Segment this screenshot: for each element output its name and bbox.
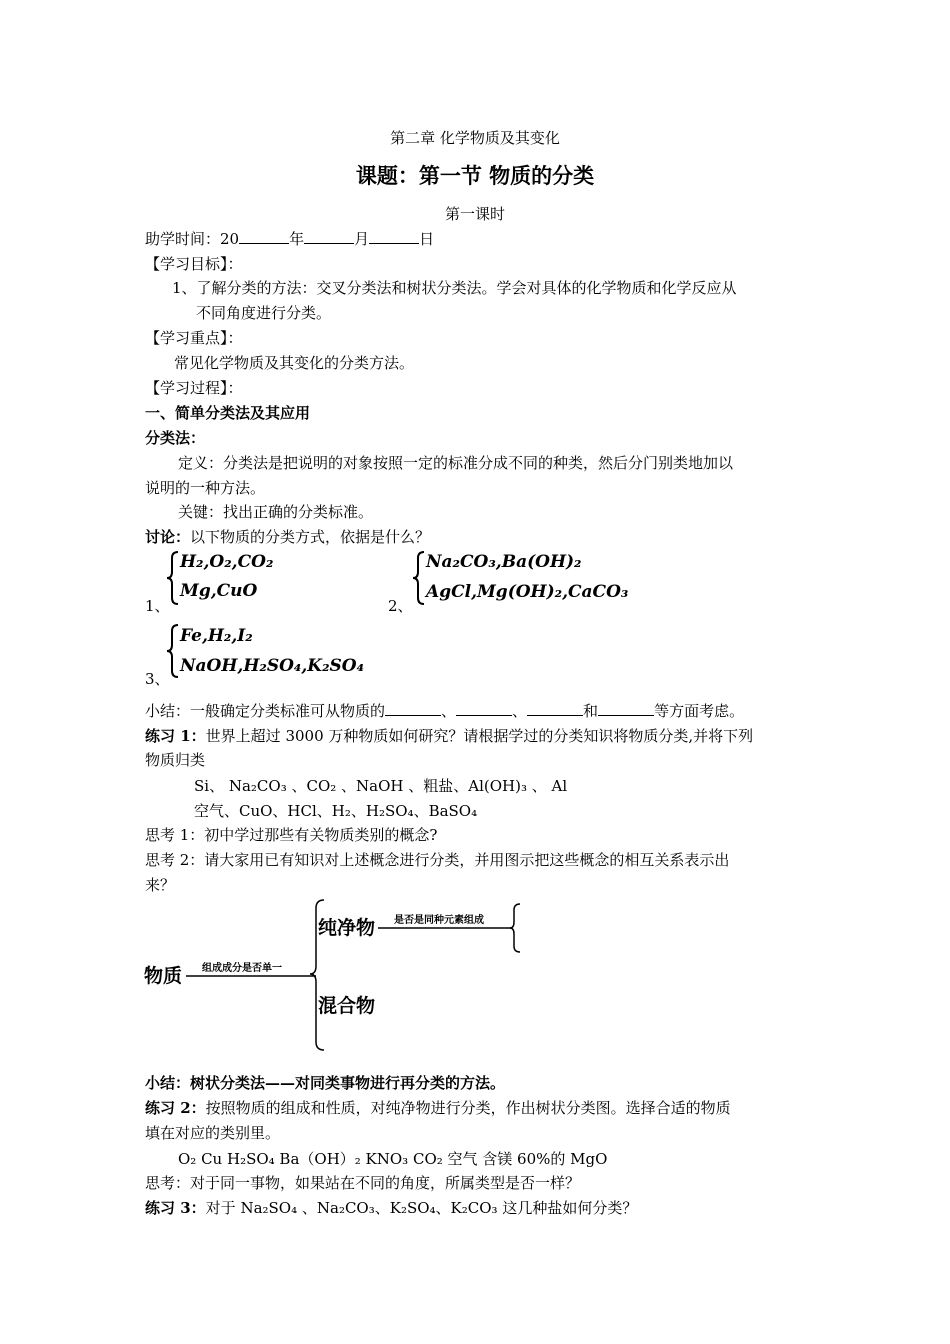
tree-edge-1-label: 组成成分是否单一 [202, 963, 282, 974]
summary-1-end: 等方面考虑。 [654, 702, 745, 720]
classification-tree-diagram [140, 890, 540, 1060]
classify-heading: 分类法： [145, 429, 206, 447]
exercise-1-line-2: 物质归类 [145, 751, 206, 769]
exercise-3-label: 练习 3： [145, 1199, 206, 1217]
group-1-brace-icon [166, 550, 180, 606]
definition-line-1: 定义：分类法是把说明的对象按照一定的标准分成不同的种类，然后分门别类地加以 [178, 454, 734, 472]
exercise-3-text: 对于 Na₂SO₄ 、Na₂CO₃、K₂SO₄、K₂CO₃ 这几种盐如何分类？ [205, 1199, 638, 1217]
year-blank[interactable] [239, 229, 289, 244]
and-word: 和 [583, 702, 599, 720]
exercise-3-line [145, 1198, 637, 1218]
summary-1 [145, 701, 744, 721]
answer-blank[interactable] [456, 701, 512, 716]
exercise-1-substances-2: 空气、CuO、HCl、H₂、H₂SO₄、BaSO₄ [194, 802, 478, 820]
group-3-number: 3、 [145, 670, 170, 688]
keypoint-text: 常见化学物质及其变化的分类方法。 [174, 354, 415, 372]
section-1-heading: 一、简单分类法及其应用 [145, 404, 311, 422]
exercise-1-line-1 [145, 726, 753, 746]
tree-pure: 纯净物 [318, 917, 376, 939]
tree-brace-2-icon [510, 904, 520, 952]
exercise-1-substances-1: Si、 Na₂CO₃ 、CO₂ 、NaOH 、粗盐、Al(OH)₃ 、 Al [194, 777, 568, 795]
exercise-1-label: 练习 1： [145, 727, 206, 745]
think-2-line-2: 来？ [145, 876, 176, 894]
key-point: 关键：找出正确的分类标准。 [178, 503, 374, 521]
study-time [145, 229, 434, 249]
summary-2: 小结：树状分类法——对同类事物进行再分类的方法。 [145, 1074, 506, 1092]
page-title: 课题：第一节 物质的分类 [355, 163, 595, 188]
group-2-top: Na₂CO₃,Ba(OH)₂ [426, 552, 582, 572]
exercise-2-line-1 [145, 1098, 731, 1118]
group-3-brace-icon [166, 623, 180, 679]
tree-root: 物质 [144, 965, 183, 987]
tree-mixture: 混合物 [318, 995, 376, 1017]
lesson-label: 第一课时 [444, 205, 505, 223]
goal-1-line-2: 不同角度进行分类。 [196, 304, 332, 322]
summary-1-text: 小结：一般确定分类标准可从物质的 [145, 702, 386, 720]
discuss-line [145, 527, 430, 547]
separator: 、 [441, 702, 457, 720]
answer-blank[interactable] [598, 701, 654, 716]
exercise-2-line-2: 填在对应的类别里。 [145, 1124, 281, 1142]
year-label: 年 [289, 230, 305, 248]
group-2-brace-icon [412, 550, 426, 606]
discuss-label: 讨论： [145, 528, 191, 546]
group-2-bottom: AgCl,Mg(OH)₂,CaCO₃ [426, 582, 629, 602]
month-blank[interactable] [304, 229, 354, 244]
answer-blank[interactable] [527, 701, 583, 716]
separator: 、 [512, 702, 528, 720]
group-3-top: Fe,H₂,I₂ [180, 626, 253, 646]
group-1-top: H₂,O₂,CO₂ [180, 552, 274, 572]
discuss-text: 以下物质的分类方式，依据是什么？ [190, 528, 431, 546]
definition-line-2: 说明的一种方法。 [145, 479, 266, 497]
month-label: 月 [354, 230, 370, 248]
study-time-prefix: 助学时间：20 [145, 230, 240, 248]
exercise-2-text: 按照物质的组成和性质，对纯净物进行分类，作出树状分类图。选择合适的物质 [205, 1099, 731, 1117]
process-heading: 【学习过程】： [145, 379, 243, 397]
day-blank[interactable] [369, 229, 419, 244]
goal-1-line-1: 1、了解分类的方法：交叉分类法和树状分类法。学会对具体的化学物质和化学反应从 [172, 279, 737, 297]
exercise-2-label: 练习 2： [145, 1099, 206, 1117]
think-3: 思考：对于同一事物，如果站在不同的角度，所属类型是否一样？ [145, 1174, 581, 1192]
answer-blank[interactable] [385, 701, 441, 716]
day-label: 日 [419, 230, 435, 248]
goals-heading: 【学习目标】： [145, 255, 243, 273]
group-1-number: 1、 [145, 597, 170, 615]
tree-edge-2-label: 是否是同种元素组成 [394, 915, 484, 926]
exercise-1-text: 世界上超过 3000 万种物质如何研究？请根据学过的分类知识将物质分类,并将下列 [205, 727, 754, 745]
think-1: 思考 1：初中学过那些有关物质类别的概念? [145, 826, 438, 844]
group-2-number: 2、 [388, 597, 413, 615]
exercise-2-substances: O₂ Cu H₂SO₄ Ba（OH）₂ KNO₃ CO₂ 空气 含镁 60%的 MgO [178, 1150, 608, 1168]
chapter-heading: 第二章 化学物质及其变化 [390, 129, 560, 147]
keypoint-heading: 【学习重点】： [145, 329, 243, 347]
group-1-bottom: Mg,CuO [180, 581, 258, 601]
group-3-bottom: NaOH,H₂SO₄,K₂SO₄ [180, 656, 365, 676]
think-2-line-1: 思考 2：请大家用已有知识对上述概念进行分类，并用图示把这些概念的相互关系表示出 [145, 851, 730, 869]
